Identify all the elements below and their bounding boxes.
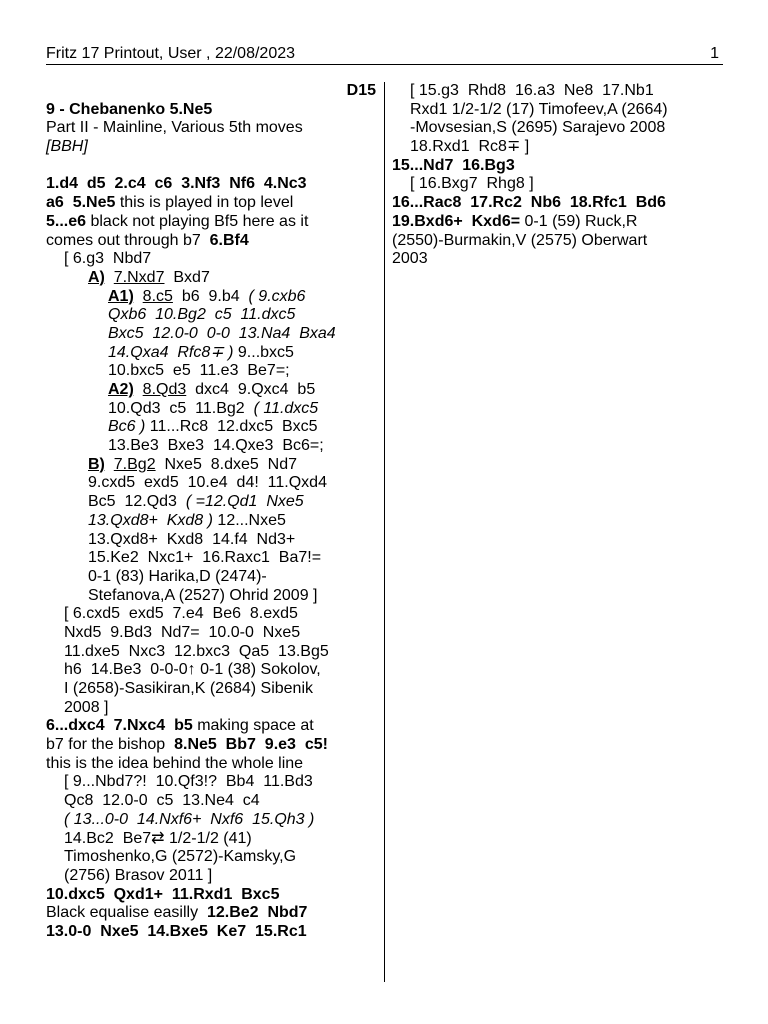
text-segment: this is the idea behind the whole line	[46, 754, 304, 772]
text-segment: 8.Qd3	[142, 381, 187, 398]
text-segment	[134, 381, 143, 398]
text-line	[392, 157, 722, 176]
text-line	[46, 699, 376, 718]
text-line	[46, 288, 376, 307]
right-column	[392, 82, 722, 269]
text-line	[46, 82, 376, 101]
text-segment: 7.Bg2	[113, 455, 156, 473]
text-segment: 14.Bc2 Be7⇄ 1/2-1/2 (41)	[64, 829, 252, 847]
text-segment: ( =12.Qd1 Nxe5	[185, 493, 304, 511]
text-line	[46, 605, 376, 624]
text-line	[46, 587, 376, 606]
text-segment	[105, 456, 114, 473]
text-segment: black not playing Bf5 here as it	[86, 212, 309, 230]
text-line	[46, 213, 376, 232]
header-title: Fritz 17 Printout, User , 22/08/2023	[46, 45, 296, 62]
text-segment: 6.Bf4	[209, 231, 249, 249]
text-line	[392, 82, 722, 101]
text-line	[46, 755, 376, 774]
text-segment: [BBH]	[46, 138, 88, 156]
text-segment: Timoshenko,G (2572)-Kamsky,G	[64, 848, 297, 866]
text-line	[46, 886, 376, 905]
text-segment: 10.dxc5 Qxd1+ 11.Rxd1 Bxc5	[46, 885, 280, 903]
text-segment: [ 6.cxd5 exd5 7.e4 Be6 8.exd5	[64, 605, 298, 623]
text-segment: 14.Qxa4 Rfc8∓ )	[108, 343, 234, 361]
text-segment: [ 16.Bxg7 Rhg8 ]	[410, 175, 534, 193]
text-line	[46, 250, 376, 269]
text-line	[46, 194, 376, 213]
text-line	[46, 400, 376, 419]
text-segment: Rxd1 1/2-1/2 (17) Timofeev,A (2664)	[410, 100, 668, 118]
text-segment: D15	[346, 82, 376, 99]
text-segment: Qc8 12.0-0 c5 13.Ne4 c4	[64, 792, 260, 810]
text-segment: 10.bxc5 e5 11.e3 Be7=;	[108, 362, 290, 380]
text-segment: dxc4 9.Qxc4 b5	[186, 381, 316, 398]
text-line	[46, 437, 376, 456]
text-segment: Bxc5 12.0-0 0-0 13.Na4 Bxa4	[108, 324, 336, 342]
text-segment: 13.Be3 Bxe3 14.Qxe3 Bc6=;	[108, 437, 324, 455]
text-segment: 8.c5	[142, 287, 173, 305]
page-number: 1	[710, 45, 719, 62]
text-line	[46, 680, 376, 699]
text-line	[46, 773, 376, 792]
text-line	[46, 456, 376, 475]
text-segment: Nxd5 9.Bd3 Nd7= 10.0-0 Nxe5	[64, 623, 301, 641]
text-segment: 11...Rc8 12.dxc5 Bxc5	[145, 418, 318, 436]
text-line	[46, 792, 376, 811]
text-line	[46, 661, 376, 680]
text-segment	[134, 288, 143, 305]
text-line	[46, 512, 376, 531]
text-segment: 1.d4 d5 2.c4 c6 3.Nf3 Nf6 4.Nc3	[46, 175, 307, 193]
text-line	[392, 101, 722, 120]
text-segment: [ 15.g3 Rhd8 16.a3 Ne8 17.Nb1	[410, 82, 654, 99]
text-segment: 15.Ke2 Nxc1+ 16.Raxc1 Ba7!=	[88, 549, 322, 567]
text-line	[46, 418, 376, 437]
text-segment: A1)	[108, 287, 134, 305]
text-line	[46, 493, 376, 512]
text-segment: 12.Be2 Nbd7	[206, 904, 308, 922]
text-line	[46, 344, 376, 363]
text-segment: 5...e6	[46, 212, 87, 230]
text-segment: this is played in top level	[115, 194, 294, 212]
text-line	[46, 923, 376, 942]
text-line	[46, 904, 376, 923]
text-segment: Bxd7	[164, 268, 210, 286]
text-segment: 10.Qd3 c5 11.Bg2	[108, 399, 254, 417]
text-line	[46, 811, 376, 830]
text-line	[46, 830, 376, 849]
text-line	[46, 325, 376, 344]
text-segment: b6 9.b4	[172, 287, 249, 305]
text-line	[46, 119, 376, 138]
page-header	[46, 44, 723, 64]
text-line	[392, 250, 722, 269]
text-segment: (2550)-Burmakin,V (2575) Oberwart	[392, 231, 648, 249]
text-line	[46, 232, 376, 251]
text-segment: 7.Nxd7	[113, 268, 165, 286]
text-segment: B)	[88, 455, 105, 473]
text-segment: Stefanova,A (2527) Ohrid 2009 ]	[88, 586, 318, 604]
text-line	[46, 138, 376, 157]
text-segment: 6...dxc4 7.Nxc4 b5	[46, 717, 193, 735]
text-segment: A2)	[108, 381, 134, 398]
text-segment: 0-1 (83) Harika,D (2474)-	[88, 567, 267, 585]
text-line	[46, 717, 376, 736]
text-line	[46, 157, 376, 176]
text-segment	[105, 269, 114, 286]
text-segment: ( 13...0-0 14.Nxf6+ Nxf6 15.Qh3 )	[64, 810, 315, 828]
text-segment: b7 for the bishop	[46, 736, 175, 754]
text-segment: Nxe5 8.dxe5 Nd7	[155, 455, 298, 473]
text-line	[392, 213, 722, 232]
text-segment: ( 11.dxc5	[253, 399, 319, 417]
text-segment: making space at	[192, 717, 314, 735]
text-segment: 15...Nd7 16.Bg3	[392, 156, 515, 174]
text-segment: h6 14.Be3 0-0-0↑ 0-1 (38) Sokolov,	[64, 661, 321, 679]
text-line	[46, 175, 376, 194]
text-line	[46, 269, 376, 288]
text-line	[46, 568, 376, 587]
text-segment: Bc5 12.Qd3	[88, 493, 186, 511]
text-line	[46, 549, 376, 568]
text-line	[46, 306, 376, 325]
text-line	[46, 867, 376, 886]
text-line	[392, 119, 722, 138]
text-segment: 16...Rac8 17.Rc2 Nb6 18.Rfc1 Bd6	[392, 194, 666, 212]
text-segment: Black equalise easilly	[46, 904, 207, 922]
text-segment: [ 9...Nbd7?! 10.Qf3!? Bb4 11.Bd3	[64, 773, 313, 791]
text-segment: I (2658)-Sasikiran,K (2684) Sibenik	[64, 680, 314, 697]
column-divider	[384, 82, 385, 982]
text-segment: Qxb6 10.Bg2 c5 11.dxc5	[108, 306, 296, 324]
text-segment: A)	[88, 268, 105, 286]
text-line	[392, 138, 722, 157]
text-line	[46, 736, 376, 755]
text-segment: Bc6 )	[108, 418, 146, 436]
text-segment: -Movsesian,S (2695) Sarajevo 2008	[410, 119, 666, 137]
text-segment: 12...Nxe5	[212, 511, 286, 529]
text-segment: 2008 ]	[64, 698, 109, 716]
text-segment: 19.Bxd6+ Kxd6=	[392, 212, 521, 230]
text-segment: a6 5.Ne5	[46, 194, 116, 212]
text-segment: 9 - Chebanenko 5.Ne5	[46, 100, 213, 118]
text-line	[46, 624, 376, 643]
text-segment: ( 9.cxb6	[248, 287, 306, 305]
text-segment: Part II - Mainline, Various 5th moves	[46, 119, 303, 137]
text-line	[392, 175, 722, 194]
text-line	[46, 362, 376, 381]
header-divider	[46, 64, 723, 65]
left-column	[46, 82, 376, 942]
text-segment: 13.Qxd8+ Kxd8 )	[88, 511, 213, 529]
text-segment: 9...bxc5	[233, 343, 294, 361]
text-line	[392, 232, 722, 251]
text-line	[46, 643, 376, 662]
text-line	[46, 531, 376, 550]
text-segment: 8.Ne5 Bb7 9.e3 c5!	[174, 736, 328, 754]
text-line	[46, 848, 376, 867]
text-segment: 13.0-0 Nxe5 14.Bxe5 Ke7 15.Rc1	[46, 922, 307, 940]
text-segment: (2756) Brasov 2011 ]	[64, 866, 213, 884]
text-segment: 13.Qxd8+ Kxd8 14.f4 Nd3+	[88, 530, 296, 548]
text-line	[46, 474, 376, 493]
text-segment: 18.Rxd1 Rc8∓ ]	[410, 138, 530, 156]
text-segment: [ 6.g3 Nbd7	[64, 250, 152, 268]
text-segment: 9.cxd5 exd5 10.e4 d4! 11.Qxd4	[88, 474, 327, 492]
text-segment: 11.dxe5 Nxc3 12.bxc3 Qa5 13.Bg5	[64, 642, 329, 660]
text-segment: 2003	[392, 250, 428, 268]
text-line	[46, 381, 376, 400]
text-line	[392, 194, 722, 213]
text-segment: 0-1 (59) Ruck,R	[520, 212, 638, 230]
text-segment: comes out through b7	[46, 231, 210, 249]
text-line	[46, 101, 376, 120]
